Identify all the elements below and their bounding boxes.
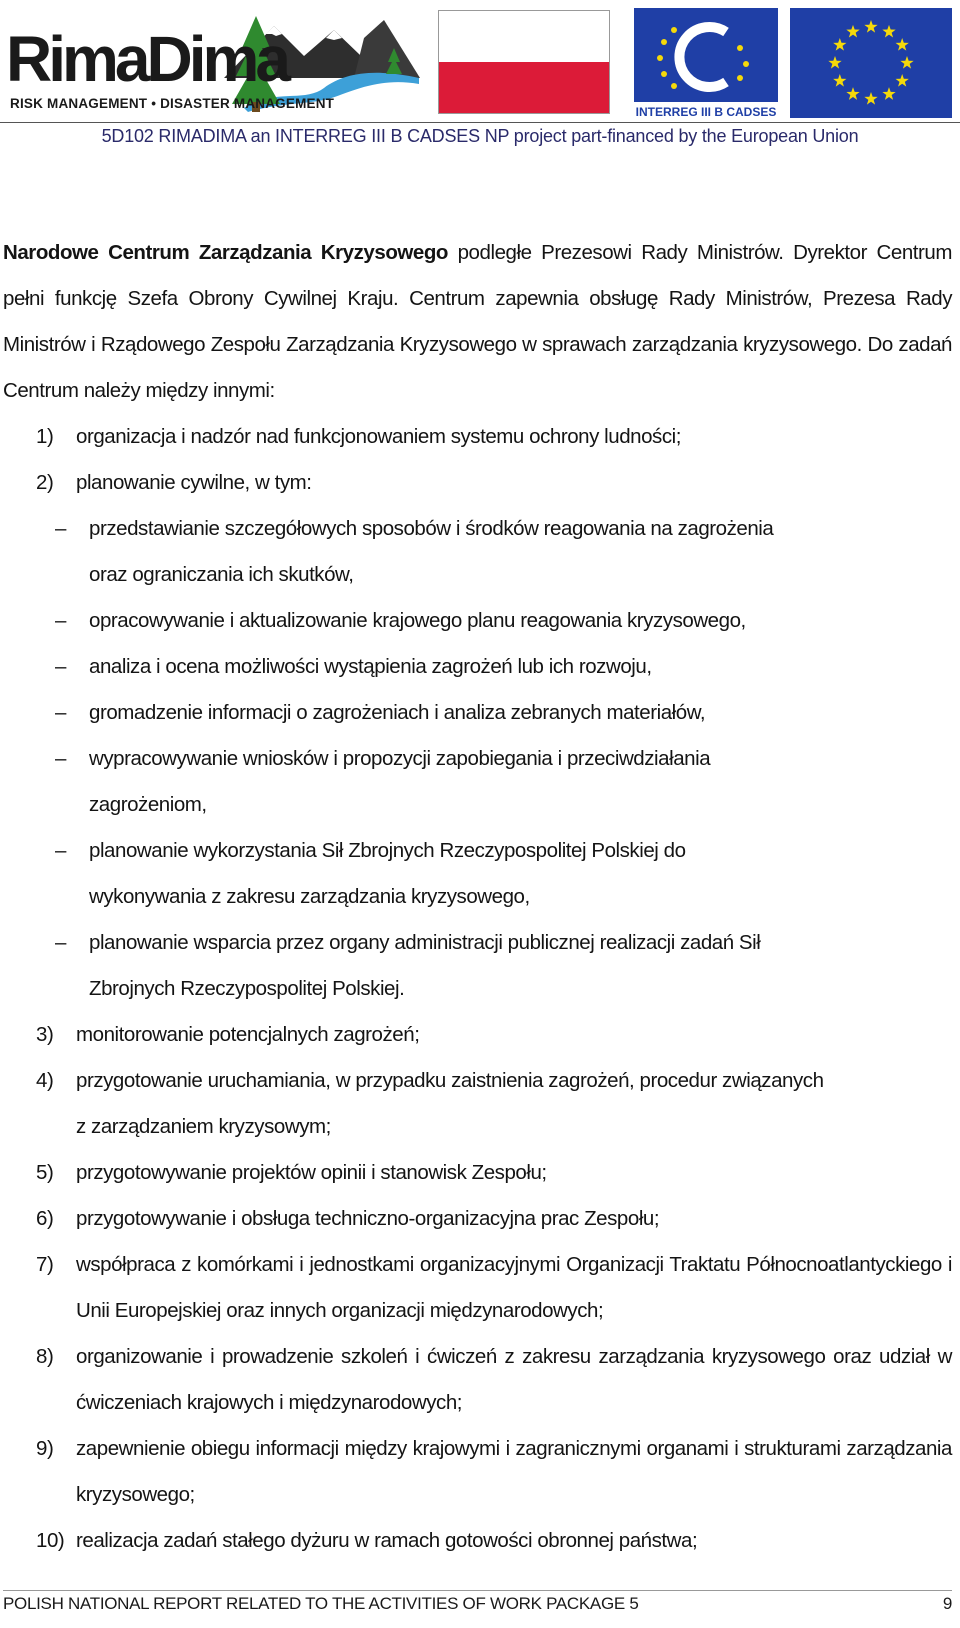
sublist-line: przedstawianie szczegółowych sposobów i środków reagowania na zagrożenia [89, 517, 774, 540]
intro-bold: Narodowe Centrum Zarządzania Kryzysowego [3, 241, 449, 264]
page-header [0, 0, 960, 156]
interreg-label: INTERREG III B CADSES [635, 105, 777, 119]
dash-bullet: – [55, 655, 66, 678]
footer-title: POLISH NATIONAL REPORT RELATED TO THE ACTIVITIES OF WORK PACKAGE 5 [3, 1594, 639, 1613]
dash-bullet: – [55, 839, 66, 862]
list-number: 7) [36, 1253, 54, 1276]
planning-sublist [3, 506, 952, 1012]
list-number: 2) [36, 471, 54, 494]
sublist-line: Zbrojnych Rzeczypospolitej Polskiej. [89, 977, 405, 1000]
list-number: 4) [36, 1069, 54, 1092]
list-item [3, 1196, 952, 1242]
intro-paragraph [3, 230, 952, 414]
list-number: 5) [36, 1161, 54, 1184]
intro-rest: podległe Prezesowi Rady Ministrów. Dyrektor Centrum pełni funkcję Szefa Obrony Cywilnej Kraju. Centrum zapewnia obsługę Rady Ministrów, Prezesa Rady Ministrów i Rządowego Zespołu Zarządzania Kryzysowego w sprawach zarządzania kryzysowego. Do zadań Centrum należy między innymi: [3, 241, 952, 402]
list-text: organizacja i nadzór nad funkcjonowaniem systemu ochrony ludności; [76, 425, 682, 448]
sublist-line: oraz ograniczania ich skutków, [89, 563, 354, 586]
list-text: przygotowanie uruchamiania, w przypadku zaistnienia zagrożeń, procedur związanych [76, 1069, 824, 1092]
list-item [3, 1058, 952, 1150]
task-list [3, 414, 952, 506]
sublist-item [3, 920, 952, 1012]
dash-bullet: – [55, 517, 66, 540]
list-text: organizowanie i prowadzenie szkoleń i ćwiczeń z zakresu zarządzania kryzysowego oraz udział w ćwiczeniach krajowych i międzynarodowych; [76, 1345, 952, 1414]
list-text: planowanie cywilne, w tym: [76, 471, 312, 494]
polish-flag [438, 10, 610, 114]
list-text: przygotowywanie i obsługa techniczno-organizacyjna prac Zespołu; [76, 1207, 660, 1230]
footer-divider [3, 1590, 952, 1591]
list-number: 9) [36, 1437, 54, 1460]
document-body [3, 230, 952, 1564]
list-number: 3) [36, 1023, 54, 1046]
list-item [3, 1426, 952, 1518]
page-number: 9 [942, 1594, 952, 1613]
list-item [3, 1334, 952, 1426]
list-number: 1) [36, 425, 54, 448]
page-footer [3, 1594, 952, 1614]
list-text: monitorowanie potencjalnych zagrożeń; [76, 1023, 420, 1046]
sublist-line: gromadzenie informacji o zagrożeniach i analiza zebranych materiałów, [89, 701, 706, 724]
sublist-line: analiza i ocena możliwości wystąpienia zagrożeń lub ich rozwoju, [89, 655, 652, 678]
dash-bullet: – [55, 701, 66, 724]
list-text: zapewnienie obiegu informacji między krajowymi i zagranicznymi organami i strukturami zarządzania kryzysowego; [76, 1437, 952, 1506]
rimadima-logo [4, 8, 422, 114]
sublist-item [3, 690, 952, 736]
list-item [3, 414, 952, 460]
task-list-continued [3, 1012, 952, 1564]
list-text-continued: z zarządzaniem kryzysowym; [76, 1115, 331, 1138]
list-number: 6) [36, 1207, 54, 1230]
list-item [3, 1242, 952, 1334]
list-item [3, 1150, 952, 1196]
list-text: realizacja zadań stałego dyżuru w ramach gotowości obronnej państwa; [76, 1529, 698, 1552]
sublist-line: zagrożeniom, [89, 793, 207, 816]
flag-red-band [439, 62, 609, 113]
dash-bullet: – [55, 747, 66, 770]
dash-bullet: – [55, 931, 66, 954]
sublist-line: wypracowywanie wniosków i propozycji zapobiegania i przeciwdziałania [89, 747, 711, 770]
interreg-cadses-logo [634, 8, 778, 120]
flag-white-band [439, 11, 609, 62]
sublist-line: planowanie wykorzystania Sił Zbrojnych Rzeczypospolitej Polskiej do [89, 839, 686, 862]
header-caption: 5D102 RIMADIMA an INTERREG III B CADSES NP project part-financed by the European Union [101, 126, 859, 146]
dash-bullet: – [55, 609, 66, 632]
sublist-line: planowanie wsparcia przez organy administracji publicznej realizacji zadań Sił [89, 931, 761, 954]
sublist-item [3, 644, 952, 690]
list-text: przygotowywanie projektów opinii i stanowisk Zespołu; [76, 1161, 547, 1184]
list-item [3, 1518, 952, 1564]
list-text: współpraca z komórkami i jednostkami organizacyjnymi Organizacji Traktatu Północnoatlantyckiego i Unii Europejskiej oraz innych organizacji międzynarodowych; [76, 1253, 952, 1322]
list-number: 8) [36, 1345, 54, 1368]
eu-flag [790, 8, 952, 118]
header-divider [0, 122, 960, 123]
logo-subtitle: RISK MANAGEMENT • DISASTER MANAGEMENT [10, 96, 335, 111]
sublist-item [3, 736, 952, 828]
sublist-item [3, 598, 952, 644]
sublist-line: wykonywania z zakresu zarządzania kryzysowego, [89, 885, 530, 908]
sublist-item [3, 828, 952, 920]
logo-title: RimaDima [6, 23, 287, 95]
list-number: 10) [36, 1529, 65, 1552]
list-item [3, 1012, 952, 1058]
list-item [3, 460, 952, 506]
sublist-line: opracowywanie i aktualizowanie krajowego planu reagowania kryzysowego, [89, 609, 746, 632]
sublist-item [3, 506, 952, 598]
